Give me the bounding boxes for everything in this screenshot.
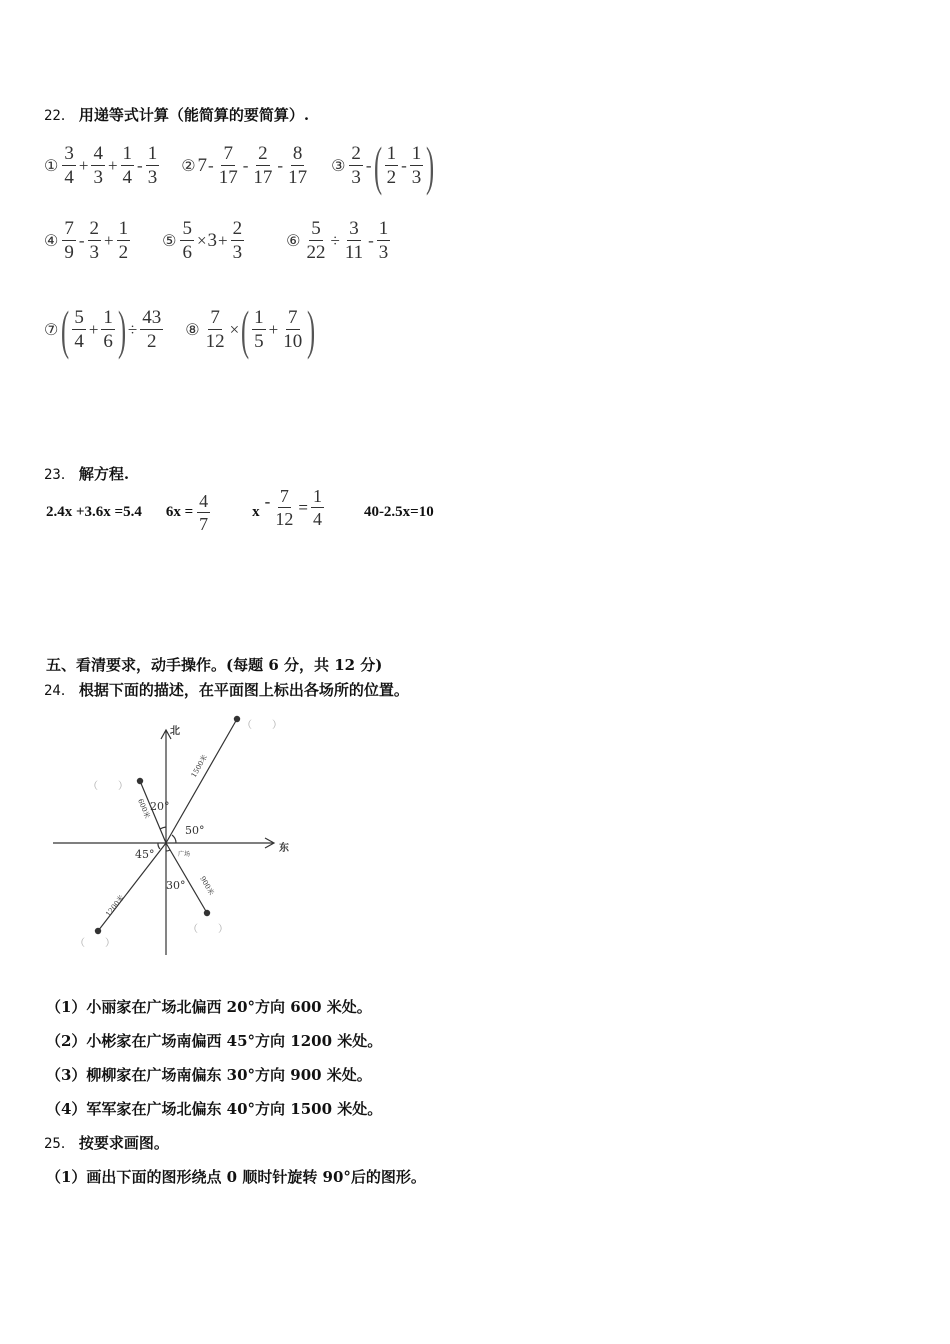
blank-se: （ ） [188, 924, 228, 935]
angle-arc [166, 850, 170, 851]
fraction: $\frac{1}{3}$ [147, 143, 158, 188]
q22-row-3 [44, 300, 336, 360]
minus-sign: - [78, 230, 85, 250]
minus-sign: - [264, 491, 271, 511]
fraction: $\frac{4}{7}$ [199, 491, 209, 534]
right-paren: ) [307, 300, 316, 360]
plus-sign: + [88, 320, 99, 339]
minus-sign: - [242, 156, 249, 175]
integer: 3 [207, 229, 218, 251]
distance-label-1200: 1200米 [104, 893, 126, 919]
fraction: $\frac{1}{3}$ [411, 143, 422, 188]
direction-diagram [48, 712, 298, 962]
minus-sign: - [368, 230, 374, 250]
times-sign: × [229, 320, 240, 339]
expr-label: ① [44, 158, 59, 175]
angle-arc [160, 827, 166, 829]
section-5-title: 五、看清要求，动手操作。(每题 6 分，共 12 分) [46, 656, 383, 674]
equals-sign: = [298, 497, 308, 517]
plus-sign: + [104, 230, 114, 250]
q22-row-2 [44, 219, 412, 263]
times-sign: × [196, 230, 207, 250]
q22-title-text: 用递等式计算（能简算的要简算）. [78, 106, 310, 124]
q24-item-3: （3）柳柳家在广场南偏东 30°方向 900 米处。 [46, 1066, 372, 1084]
equation-1: 2.4x +3.6x =5.4 [46, 504, 142, 521]
angle-label-30: 30° [166, 879, 186, 892]
plus-sign: + [268, 320, 279, 339]
equation-4: 40-2.5x=10 [363, 504, 434, 521]
fraction: $\frac{2}{3}$ [232, 218, 243, 263]
plus-sign: + [218, 230, 228, 250]
q23-number: 23． [44, 467, 75, 483]
equation-3-left: x [252, 504, 260, 521]
divide-sign: ÷ [330, 230, 340, 250]
q24-item-4: （4）军军家在广场北偏东 40°方向 1500 米处。 [46, 1100, 383, 1118]
blank-ne: （ ） [242, 720, 282, 731]
integer: 7 [197, 155, 208, 176]
expr-label: ⑤ [162, 232, 177, 250]
fraction: $\frac{1}{5}$ [254, 307, 264, 352]
east-label: 东 [279, 843, 289, 854]
fraction: $\frac{2}{3}$ [351, 143, 361, 188]
expr-label: ② [181, 158, 196, 175]
fraction: $\frac{8}{17}$ [288, 143, 308, 188]
angle-arc [158, 843, 160, 849]
q24-item-2: （2）小彬家在广场南偏西 45°方向 1200 米处。 [46, 1032, 383, 1050]
left-paren: ( [61, 300, 70, 360]
q23-title [44, 463, 129, 484]
q25-number: 25． [44, 1136, 75, 1152]
q25-item-1: （1）画出下面的图形绕点 0 顺时针旋转 90°后的图形。 [46, 1168, 426, 1186]
angle-label-50: 50° [185, 824, 205, 837]
angle-label-45: 45° [135, 848, 155, 861]
blank-nw: （ ） [88, 781, 128, 792]
divide-sign: ÷ [127, 320, 138, 339]
right-paren: ) [117, 300, 126, 360]
point-nw [137, 778, 143, 784]
fraction: $\frac{3}{4}$ [64, 143, 74, 188]
expr-1 [44, 144, 161, 188]
fraction: $\frac{2}{3}$ [89, 218, 100, 263]
fraction: $\frac{5}{22}$ [306, 218, 326, 263]
blank-sw: （ ） [75, 938, 115, 949]
q22-row-1 [44, 136, 455, 196]
ray-sw [98, 843, 166, 931]
distance-label-1500: 1500米 [189, 753, 210, 779]
point-se [204, 910, 210, 916]
expr-3 [331, 136, 435, 196]
fraction: $\frac{1}{6}$ [103, 307, 113, 352]
q24-title-text: 根据下面的描述，在平面图上标出各场所的位置。 [78, 681, 409, 699]
fraction: $\frac{4}{3}$ [93, 143, 103, 188]
point-ne [234, 716, 240, 722]
left-paren: ( [373, 136, 382, 196]
expr-label: ③ [331, 158, 346, 175]
fraction: $\frac{7}{10}$ [283, 307, 303, 352]
plus-sign: + [78, 156, 89, 175]
fraction: $\frac{2}{17}$ [253, 143, 273, 188]
fraction: $\frac{43}{2}$ [142, 307, 162, 352]
fraction: $\frac{1}{4}$ [312, 486, 322, 529]
q24-number: 24． [44, 683, 75, 699]
expr-label: ⑥ [286, 232, 301, 250]
left-paren: ( [241, 300, 250, 360]
minus-sign: - [365, 156, 372, 175]
fraction: $\frac{7}{17}$ [218, 143, 238, 188]
equation-2-left: 6x = [165, 504, 194, 521]
right-paren: ) [426, 136, 435, 196]
expr-5 [162, 219, 246, 263]
fraction: $\frac{7}{12}$ [205, 307, 225, 352]
q25-title-text: 按要求画图。 [78, 1134, 169, 1152]
distance-label-600: 600米 [136, 797, 152, 820]
fraction: $\frac{7}{9}$ [64, 218, 74, 263]
q22-number: 22． [44, 108, 75, 124]
point-sw [95, 928, 101, 934]
q22-title [44, 104, 309, 125]
expr-label: ⑧ [185, 322, 200, 339]
fraction: $\frac{1}{2}$ [386, 143, 397, 188]
fraction: $\frac{5}{4}$ [74, 307, 84, 352]
expr-8 [185, 300, 316, 360]
expr-label: ④ [44, 232, 59, 250]
fraction: $\frac{5}{6}$ [182, 218, 192, 263]
q23-equations [46, 486, 434, 534]
minus-sign: - [137, 156, 143, 175]
expr-label: ⑦ [44, 322, 59, 339]
fraction: $\frac{1}{3}$ [378, 218, 389, 263]
north-label: 北 [170, 726, 180, 737]
minus-sign: - [401, 156, 407, 175]
q25-title [44, 1132, 169, 1153]
expr-4 [44, 219, 132, 263]
q24-title [44, 679, 409, 700]
fraction: $\frac{1}{2}$ [118, 218, 129, 263]
fraction: $\frac{3}{11}$ [344, 218, 364, 263]
expr-2 [181, 144, 311, 188]
distance-label-900: 900米 [198, 875, 216, 897]
q23-title-text: 解方程. [78, 465, 130, 483]
angle-arc [172, 835, 176, 843]
fraction: $\frac{7}{12}$ [275, 486, 294, 529]
q24-item-1: （1）小丽家在广场北偏西 20°方向 600 米处。 [46, 998, 372, 1016]
minus-sign: - [277, 156, 284, 175]
plus-sign: + [107, 156, 118, 175]
fraction: $\frac{1}{4}$ [122, 143, 133, 188]
expr-6 [286, 219, 392, 263]
center-label: 广场 [178, 851, 191, 858]
angle-label-20: 20° [150, 800, 170, 813]
expr-7 [44, 300, 165, 360]
minus-sign: - [208, 156, 214, 175]
